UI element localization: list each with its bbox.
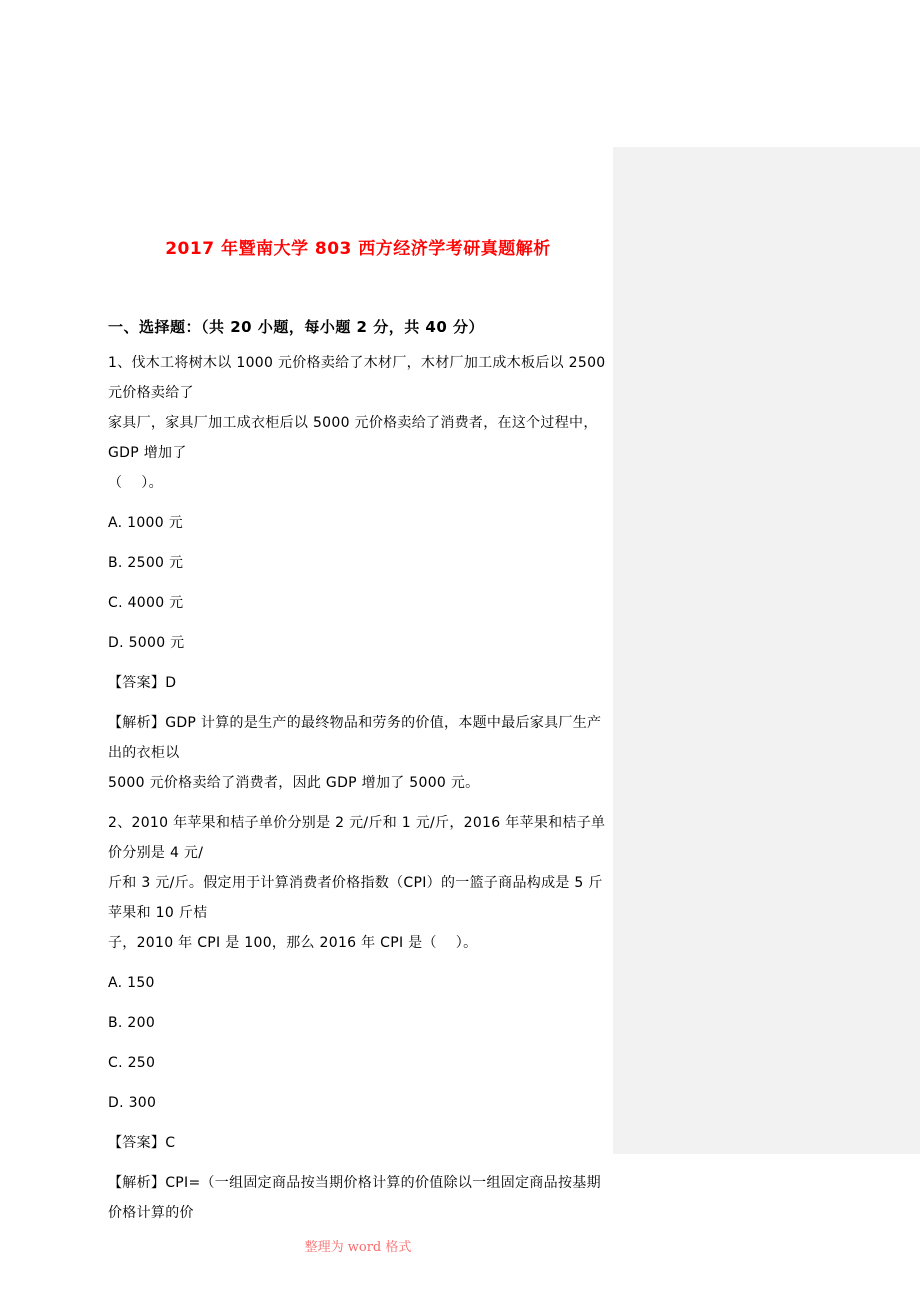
section-heading: 一、选择题：（共 20 小题，每小题 2 分，共 40 分）: [108, 318, 485, 336]
option-line: C. 250: [108, 1055, 156, 1071]
option-paragraph: [108, 588, 608, 618]
analysis-line: 【解析】GDP 计算的是生产的最终物品和劳务的价值，本题中最后家具厂生产出的衣柜以: [108, 715, 602, 761]
option-paragraph: [108, 508, 608, 538]
option-paragraph: [108, 628, 608, 658]
answer-paragraph: [108, 668, 608, 698]
question-line: （ ）。: [108, 475, 163, 491]
option-line: A. 1000 元: [108, 515, 184, 531]
analysis-paragraph: [108, 1168, 608, 1228]
document-content: [108, 0, 611, 1258]
option-paragraph: [108, 1008, 608, 1038]
option-paragraph: [108, 548, 608, 578]
question-line: 斤和 3 元/斤。假定用于计算消费者价格指数（CPI）的一篮子商品构成是 5 斤苹果和 10 斤桔: [108, 875, 603, 921]
option-line: C. 4000 元: [108, 595, 184, 611]
answer-line: 【答案】C: [108, 1135, 176, 1151]
question-paragraph: [108, 808, 608, 958]
option-line: A. 150: [108, 975, 155, 991]
question-blocks: [108, 348, 611, 1228]
option-line: D. 300: [108, 1095, 157, 1111]
option-line: B. 200: [108, 1015, 156, 1031]
blank-gray-panel: [613, 147, 920, 1154]
answer-line: 【答案】D: [108, 675, 177, 691]
option-paragraph: [108, 968, 608, 998]
option-paragraph: [108, 1048, 608, 1078]
document-title: 2017 年暨南大学 803 西方经济学考研真题解析: [165, 239, 551, 259]
question-paragraph: [108, 348, 611, 498]
footer-word-format-link[interactable]: 整理为 word 格式: [304, 1240, 412, 1255]
analysis-paragraph: [108, 708, 608, 798]
question-line: 1、伐木工将树木以 1000 元价格卖给了木材厂，木材厂加工成木板后以 2500 元价格卖给了: [108, 355, 611, 401]
answer-paragraph: [108, 1128, 608, 1158]
option-paragraph: [108, 1088, 608, 1118]
option-line: B. 2500 元: [108, 555, 184, 571]
analysis-line: 【解析】CPI=（一组固定商品按当期价格计算的价值除以一组固定商品按基期价格计算的价: [108, 1175, 601, 1221]
question-line: 子，2010 年 CPI 是 100，那么 2016 年 CPI 是（ ）。: [108, 935, 478, 951]
analysis-line: 5000 元价格卖给了消费者，因此 GDP 增加了 5000 元。: [108, 775, 480, 791]
option-line: D. 5000 元: [108, 635, 185, 651]
question-line: 2、2010 年苹果和桔子单价分别是 2 元/斤和 1 元/斤，2016 年苹果和桔子单价分别是 4 元/: [108, 815, 606, 861]
question-line: 家具厂，家具厂加工成衣柜后以 5000 元价格卖给了消费者，在这个过程中，GDP 增加了: [108, 415, 598, 461]
